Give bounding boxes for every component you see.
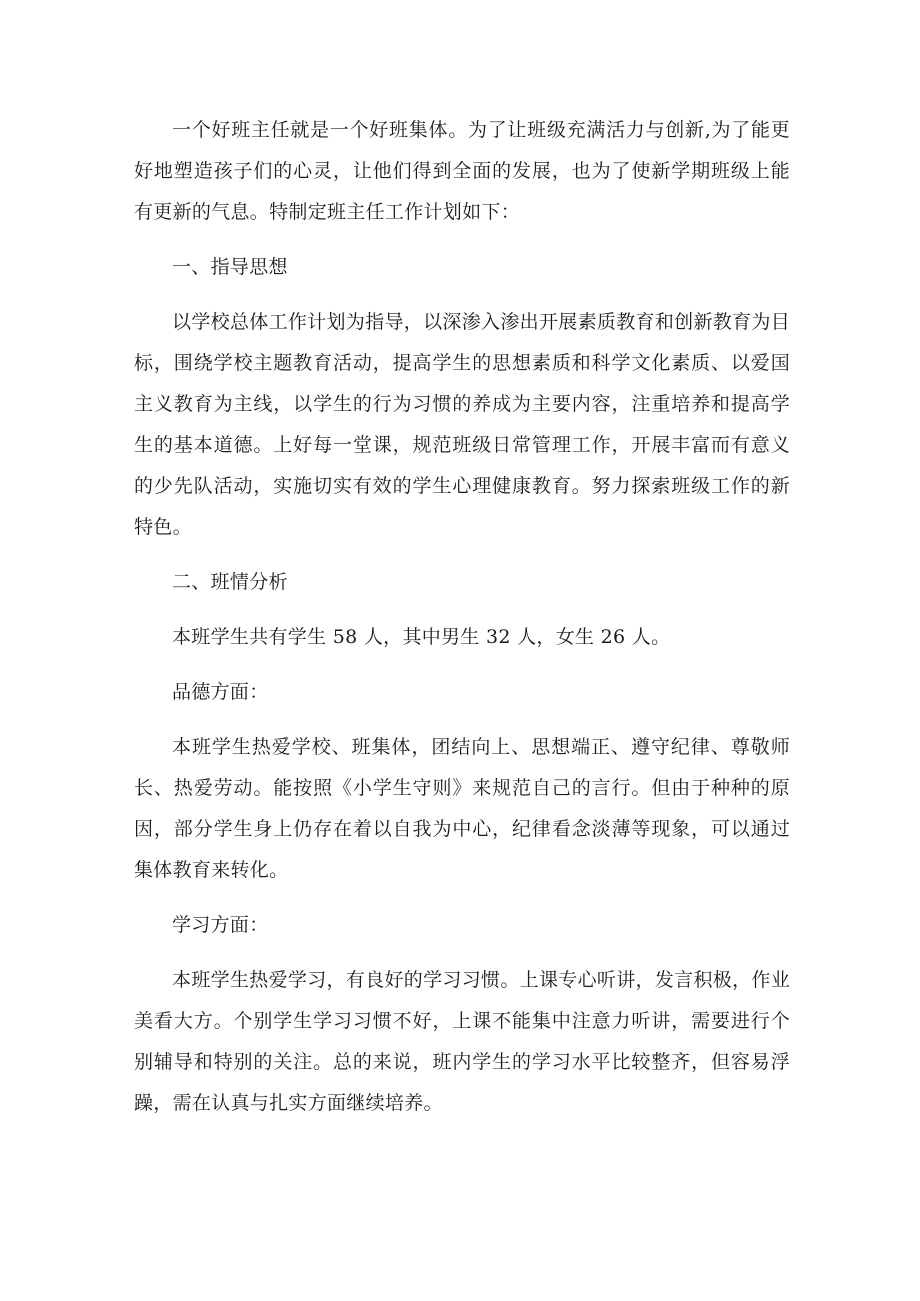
section-class-analysis-title: 二、班情分析 xyxy=(172,571,288,593)
section-guiding-ideology-title: 一、指导思想 xyxy=(172,256,288,278)
study-title: 学习方面： xyxy=(172,914,269,936)
study-paragraph: 本班学生热爱学习，有良好的学习习惯。上课专心听讲，发言积极，作业美看大方。个别学生学习习惯不好，上课不能集中注意力听讲，需要进行个别辅导和特别的关注。总的来说，班内学生的学习水平比较整齐，但容易浮躁，需在认真与扎实方面继续培养。 xyxy=(134,969,790,1114)
student-count-paragraph: 本班学生共有学生 58 人，其中男生 32 人，女生 26 人。 xyxy=(172,626,671,648)
section-guiding-ideology-body: 以学校总体工作计划为指导，以深渗入渗出开展素质教育和创新教育为目标，围绕学校主题教育活动，提高学生的思想素质和科学文化素质、以爱国主义教育为主线，以学生的行为习惯的养成为主要内容，注重培养和提高学生的基本道德。上好每一堂课，规范班级日常管理工作，开展丰富而有意义的少先队活动，实施切实有效的学生心理健康教育。努力探索班级工作的新特色。 xyxy=(134,311,790,538)
morality-title: 品德方面： xyxy=(172,681,269,703)
document-page xyxy=(134,110,790,1138)
intro-paragraph: 一个好班主任就是一个好班集体。为了让班级充满活力与创新,为了能更好地塑造孩子们的心灵，让他们得到全面的发展，也为了使新学期班级上能有更新的气息。特制定班主任工作计划如下： xyxy=(134,119,790,223)
morality-paragraph: 本班学生热爱学校、班集体，团结向上、思想端正、遵守纪律、尊敬师长、热爱劳动。能按照《小学生守则》来规范自己的言行。但由于种种的原因，部分学生身上仍存在着以自我为中心，纪律看念淡薄等现象，可以通过集体教育来转化。 xyxy=(134,736,790,881)
